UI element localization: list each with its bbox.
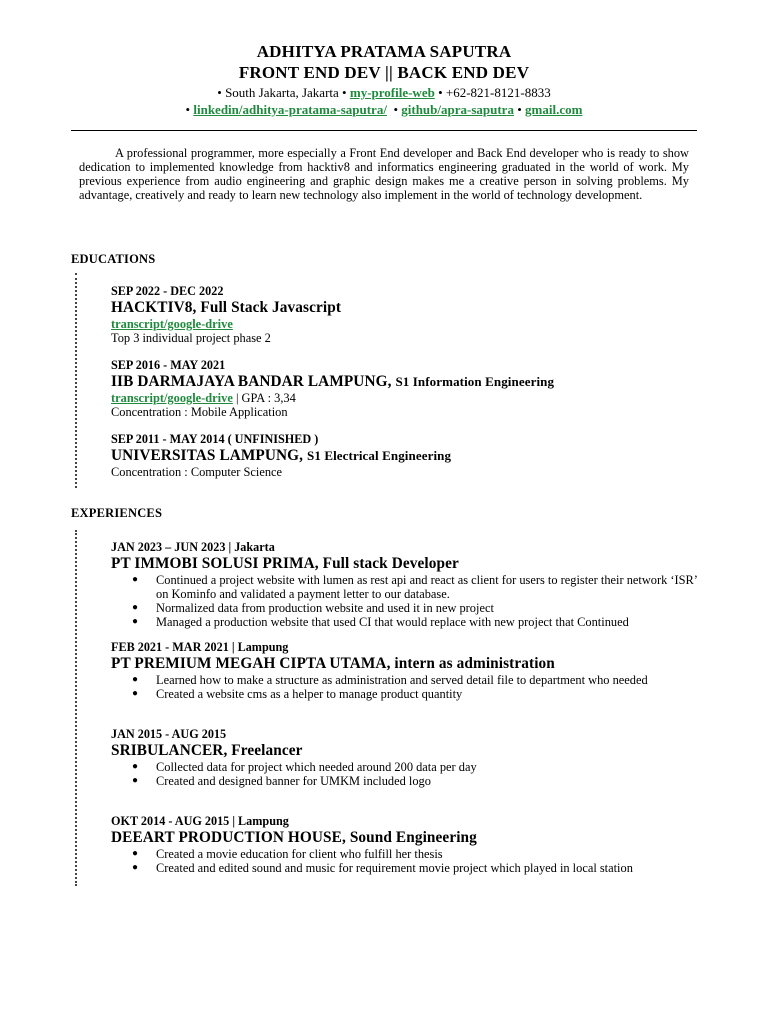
education-item [111, 432, 701, 479]
location-text: South Jakarta, Jakarta [225, 85, 339, 100]
education-item [111, 284, 701, 345]
education-degree: S1 Information Engineering [395, 374, 555, 389]
job-role: FRONT END DEV || BACK END DEV [238, 63, 530, 82]
gpa-text: | GPA : 3,34 [235, 391, 296, 405]
education-detail: Concentration : Computer Science [111, 465, 283, 479]
experience-timeline-divider [75, 530, 77, 886]
bullet-item: ● Created and designed banner for UMKM included logo [111, 774, 701, 788]
bullet-separator: • [438, 85, 443, 100]
experience-bullets [111, 573, 701, 629]
education-institution: HACKTIV8, Full Stack Javascript [111, 299, 342, 316]
experience-company: PT IMMOBI SOLUSI PRIMA, Full stack Developer [111, 555, 459, 572]
header-divider [71, 130, 697, 131]
experience-bullets [111, 673, 701, 701]
resume-header [0, 41, 768, 117]
experience-item [111, 540, 701, 629]
education-institution-line [111, 373, 701, 391]
experience-date: FEB 2021 - MAR 2021 | Lampung [111, 640, 289, 654]
education-date: SEP 2016 - MAY 2021 [111, 358, 226, 372]
education-detail: Concentration : Mobile Application [111, 405, 288, 419]
transcript-link[interactable]: transcript/google-drive [111, 391, 233, 405]
email-link[interactable]: gmail.com [525, 102, 583, 117]
bullet-separator: • [185, 102, 191, 117]
transcript-link[interactable]: transcript/google-drive [111, 317, 233, 331]
linkedin-link[interactable]: linkedin/adhitya-pratama-saputra/ [193, 102, 387, 117]
experience-company: SRIBULANCER, Freelancer [111, 742, 303, 759]
contact-line-1 [0, 85, 768, 100]
full-name: ADHITYA PRATAMA SAPUTRA [256, 42, 512, 61]
bullet-separator: • [342, 85, 347, 100]
experience-date: JAN 2023 – JUN 2023 | Jakarta [111, 540, 275, 554]
experience-bullets [111, 847, 701, 875]
experience-company: DEEART PRODUCTION HOUSE, Sound Engineering [111, 829, 477, 846]
bullet-separator: • [217, 85, 222, 100]
experience-item [111, 727, 701, 788]
bullet-item: ● Created a website cms as a helper to manage product quantity [111, 687, 701, 701]
bullet-separator: • [517, 102, 522, 117]
experience-date: OKT 2014 - AUG 2015 | Lampung [111, 814, 289, 828]
education-degree: S1 Electrical Engineering [307, 448, 452, 463]
profile-web-link[interactable]: my-profile-web [349, 85, 435, 100]
education-institution: IIB DARMAJAYA BANDAR LAMPUNG, [111, 373, 392, 390]
bullet-item: ● Collected data for project which needed around 200 data per day [111, 760, 701, 774]
bullet-separator: • [393, 102, 399, 117]
education-detail: Top 3 individual project phase 2 [111, 331, 271, 345]
experience-item [111, 640, 701, 701]
github-link[interactable]: github/apra-saputra [401, 102, 514, 117]
education-institution: UNIVERSITAS LAMPUNG, [111, 447, 304, 464]
phone-number: +62-821-8121-8833 [445, 85, 551, 100]
bullet-item: ● Created and edited sound and music for requirement movie project which played in local station [111, 861, 701, 875]
experience-bullets [111, 760, 701, 788]
experience-item [111, 814, 701, 875]
contact-line-2 [0, 102, 768, 117]
bullet-item: ● Created a movie education for client who fulfill her thesis [111, 847, 701, 861]
bullet-item: ● Normalized data from production website and used it in new project [111, 601, 701, 615]
experiences-heading: EXPERIENCES [71, 506, 163, 520]
experience-date: JAN 2015 - AUG 2015 [111, 727, 227, 741]
educations-heading: EDUCATIONS [71, 252, 156, 266]
bullet-item: ● Learned how to make a structure as administration and served detail file to department who needed [111, 673, 701, 687]
bullet-item: ● Managed a production website that used CI that would replace with new project that Continued [111, 615, 701, 629]
bullet-item: ● Continued a project website with lumen as rest api and react as client for users to register their network ‘ISR’ on Kominfo and validated a payment letter to our database. [111, 573, 701, 601]
education-date: SEP 2022 - DEC 2022 [111, 284, 224, 298]
education-institution-line [111, 447, 701, 465]
education-date: SEP 2011 - MAY 2014 ( UNFINISHED ) [111, 432, 319, 446]
experience-company: PT PREMIUM MEGAH CIPTA UTAMA, intern as administration [111, 655, 555, 672]
education-item [111, 358, 701, 419]
profile-summary: A professional programmer, more especially a Front End developer and Back End developer who is ready to show dedication to implemented knowledge from hacktiv8 and informatics engineering graduated in the world of work. My previous experience from audio engineering and graphic design makes me a creative person in solving problems. My advantage, creatively and ready to learn new technology also implement in the world of technology development. [79, 146, 689, 202]
education-timeline-divider [75, 273, 77, 488]
